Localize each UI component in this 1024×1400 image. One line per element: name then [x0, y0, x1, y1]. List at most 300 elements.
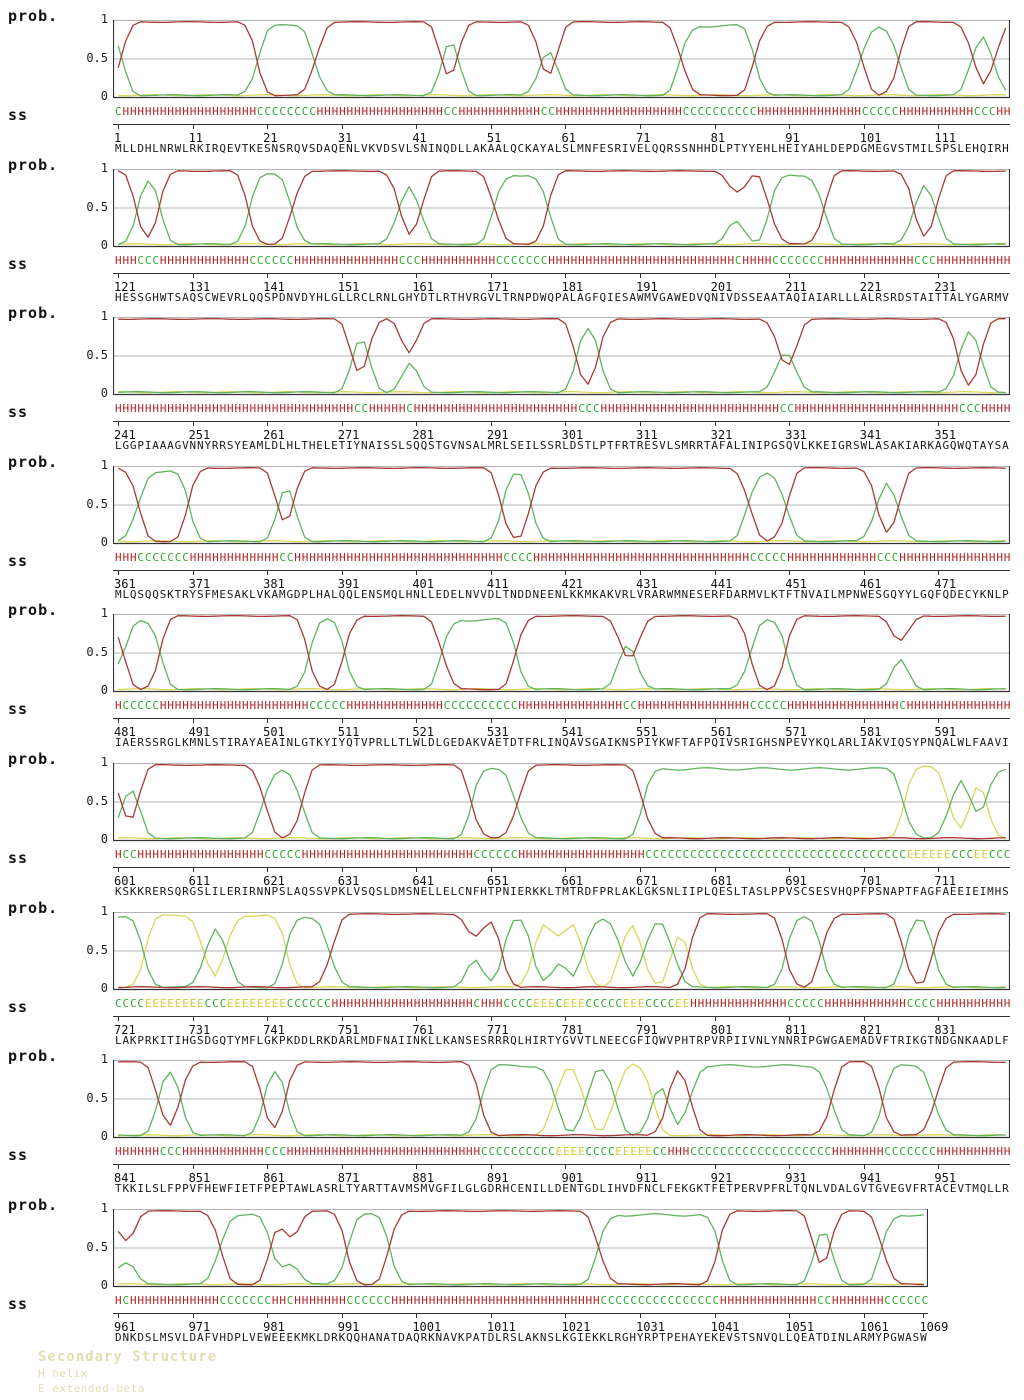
- residue-number: 311: [636, 428, 658, 442]
- residue-number: 971: [188, 1320, 211, 1334]
- residue-number: 891: [486, 1171, 509, 1185]
- residue-number: 481: [114, 725, 136, 739]
- residue-axis: [113, 124, 1010, 125]
- residue-number: 231: [934, 280, 957, 294]
- residue-tick: [342, 421, 343, 426]
- residue-number: 991: [337, 1320, 360, 1334]
- residue-tick: [789, 570, 790, 575]
- residue-tick: [416, 421, 417, 426]
- ss-row-label: ss: [8, 998, 29, 1016]
- residue-tick: [193, 1164, 194, 1169]
- ss-assignment-row: HCCCCCHHHHHHHHHHHHHHHHHHHHCCCCCHHHHHHHHHHHHHCCCCCCCCCCHHHHHHHHHHHHHHCCHHHHHHHHHHHHHHHCCCCCHHHHHHHHHHHHHHHCHHHHHHHHHHHHHH: [115, 699, 1012, 712]
- residue-tick: [193, 570, 194, 575]
- prob-axis-label: prob.: [8, 601, 59, 619]
- residue-tick: [491, 273, 492, 278]
- residue-tick: [565, 273, 566, 278]
- y-tick-1: 1: [100, 12, 108, 26]
- y-tick-0: 0: [100, 832, 108, 846]
- strand-curve: [118, 95, 1006, 96]
- residue-number: 881: [412, 1171, 434, 1185]
- sequence-row: KSKKRERSQRGSLILERIRNNPSLAQSSVPKLVSQSLDMSNELLELCNFHTPNIERKKLTMTRDFPRLAKLGKSNLIIPLQESLTASLPPVSCSESVHQPFPSNAPTFAGFAEEIEIMHS: [115, 885, 1010, 898]
- residue-number: 671: [636, 874, 658, 888]
- residue-tick: [565, 1313, 566, 1318]
- residue-tick: [640, 273, 641, 278]
- residue-number: 761: [412, 1023, 434, 1037]
- residue-tick: [491, 1016, 492, 1021]
- ss-row-label: ss: [8, 403, 29, 421]
- residue-tick: [342, 867, 343, 872]
- residue-tick: [416, 718, 417, 723]
- residue-tick: [864, 1016, 865, 1021]
- residue-number: 241: [114, 428, 136, 442]
- residue-number: 141: [263, 280, 285, 294]
- y-tick-1: 1: [100, 1201, 108, 1215]
- residue-number: 661: [561, 874, 584, 888]
- probability-plot-2: [113, 169, 1010, 249]
- residue-number: 801: [710, 1023, 733, 1037]
- residue-tick: [118, 1313, 119, 1318]
- residue-tick: [938, 867, 939, 872]
- residue-tick: [565, 867, 566, 872]
- residue-tick: [118, 1164, 119, 1169]
- residue-number: 791: [636, 1023, 658, 1037]
- probability-plot-6: [113, 763, 1010, 843]
- residue-tick: [640, 867, 641, 872]
- residue-tick: [491, 421, 492, 426]
- residue-tick: [416, 1313, 417, 1318]
- residue-axis: [113, 570, 1010, 571]
- coil-curve: [118, 917, 1006, 988]
- residue-tick: [715, 1016, 716, 1021]
- y-tick-1: 1: [100, 161, 108, 175]
- residue-number: 11: [188, 131, 204, 145]
- residue-number: 281: [412, 428, 434, 442]
- residue-number: 421: [561, 577, 584, 591]
- residue-tick: [118, 124, 119, 129]
- residue-axis: [113, 718, 1010, 719]
- residue-number: 441: [710, 577, 733, 591]
- residue-number: 371: [188, 577, 211, 591]
- residue-tick: [565, 718, 566, 723]
- residue-number: 511: [337, 725, 360, 739]
- residue-tick: [342, 124, 343, 129]
- y-tick-0: 0: [100, 1129, 108, 1143]
- residue-number: 751: [337, 1023, 360, 1037]
- residue-tick: [118, 570, 119, 575]
- residue-tick: [640, 1016, 641, 1021]
- residue-number: 331: [785, 428, 807, 442]
- residue-tick: [640, 718, 641, 723]
- residue-number: 431: [636, 577, 658, 591]
- residue-number: 641: [412, 874, 434, 888]
- residue-number: 581: [859, 725, 882, 739]
- residue-tick: [267, 867, 268, 872]
- residue-tick: [640, 1164, 641, 1169]
- sequence-row: MLQSQQSKTRYSFMESAKLVKAMGDPLHALQQLENSMQLHNLLEDELNVVDLTNDDNEENLKKMKAKVRLVRARWMNESERFDARMVLKTFTNVAILMPNWESGQYYLGQFQDECYKNLP: [115, 588, 1010, 601]
- residue-number: 1051: [785, 1320, 815, 1334]
- residue-tick: [491, 1313, 492, 1318]
- residue-tick: [491, 1164, 492, 1169]
- ss-row-label: ss: [8, 106, 29, 124]
- residue-tick: [267, 570, 268, 575]
- residue-tick: [416, 273, 417, 278]
- residue-tick: [342, 570, 343, 575]
- coil-curve: [118, 25, 1006, 96]
- residue-number: 181: [561, 280, 584, 294]
- residue-tick: [864, 1313, 865, 1318]
- prob-axis-label: prob.: [8, 1196, 59, 1214]
- residue-tick: [938, 1164, 939, 1169]
- residue-tick: [416, 1016, 417, 1021]
- residue-number: 531: [486, 725, 509, 739]
- residue-tick: [938, 570, 939, 575]
- residue-number: 721: [114, 1023, 136, 1037]
- residue-tick: [938, 273, 939, 278]
- residue-number: 1: [114, 131, 122, 145]
- y-tick-0.5: 0.5: [86, 51, 108, 65]
- coil-curve: [118, 329, 1006, 393]
- y-tick-0: 0: [100, 683, 108, 697]
- sequence-row: DNKDSLMSVLDAFVHDPLVEWEEEKMKLDRKQQHANATDAQRKNAVKPATDLRSLAKNSLKGIEKKLRGHYRPTPEHAYEKEVSTSNVQLLQEATDINLARMYPGWASW: [115, 1331, 928, 1344]
- residue-number: 271: [337, 428, 360, 442]
- prob-axis-label: prob.: [8, 1047, 59, 1065]
- ss-assignment-row: HHHHHHHHHHHHHHHHHHHHHHHHHHHHHHHHCCHHHHHCHHHHHHHHHHHHHHHHHHHHHHCCCHHHHHHHHHHHHHHHHHHHHHHHHCCHHHHHHHHHHHHHHHHHHHHHHCCCHHHH: [115, 402, 1012, 415]
- residue-tick: [864, 124, 865, 129]
- residue-tick: [342, 718, 343, 723]
- residue-number: 301: [561, 428, 584, 442]
- residue-tick: [267, 273, 268, 278]
- y-tick-0.5: 0.5: [86, 497, 108, 511]
- residue-number: 681: [710, 874, 733, 888]
- residue-axis: [113, 1164, 1010, 1165]
- probability-plot-4: [113, 466, 1010, 546]
- residue-tick: [565, 1164, 566, 1169]
- residue-tick: [938, 1016, 939, 1021]
- y-tick-0.5: 0.5: [86, 1240, 108, 1254]
- residue-number: 771: [486, 1023, 509, 1037]
- residue-tick: [789, 867, 790, 872]
- residue-number: 821: [859, 1023, 882, 1037]
- residue-tick: [938, 718, 939, 723]
- residue-tick: [416, 570, 417, 575]
- sequence-row: HESSGHWTSAQSCWEVRLQQSPDNVDYHLGLLRCLRNLGHYDTLRTHVRGVLTRNPDWQPALAGFQIESAWMVGAWEDVQNIVDSSEAATAQIAIARLLLALRSRDSTAITTALYGARMV: [115, 291, 1010, 304]
- y-tick-0.5: 0.5: [86, 794, 108, 808]
- residue-number: 651: [486, 874, 509, 888]
- residue-number: 41: [412, 131, 427, 145]
- residue-number: 841: [114, 1171, 136, 1185]
- probability-plot-3: [113, 317, 1010, 397]
- residue-tick: [118, 867, 119, 872]
- prob-axis-label: prob.: [8, 750, 59, 768]
- residue-number: 121: [114, 280, 136, 294]
- residue-tick: [118, 421, 119, 426]
- coil-curve: [118, 768, 1006, 839]
- residue-tick: [118, 1016, 119, 1021]
- ss-assignment-row: CCCCEEEEEEEECCCEEEEEEEECCCCCCHHHHHHHHHHHHHHHHHHHCHHHCCCCEEECEEECCCCCEEECCCCEEHHHHHHHHHHHHHCCCCCHHHHHHHHHHHCCCCHHHHHHHHHH: [115, 997, 1012, 1010]
- residue-tick: [193, 1016, 194, 1021]
- residue-number: 601: [114, 874, 136, 888]
- residue-number: 1011: [486, 1320, 516, 1334]
- residue-tick: [267, 1313, 268, 1318]
- residue-tick: [789, 1164, 790, 1169]
- y-tick-0.5: 0.5: [86, 200, 108, 214]
- y-tick-1: 1: [100, 309, 108, 323]
- residue-number: 921: [710, 1171, 733, 1185]
- residue-tick: [193, 867, 194, 872]
- residue-tick: [789, 124, 790, 129]
- y-tick-1: 1: [100, 904, 108, 918]
- residue-tick: [789, 273, 790, 278]
- residue-axis: [113, 421, 1010, 422]
- residue-tick: [193, 1313, 194, 1318]
- prob-axis-label: prob.: [8, 7, 59, 25]
- residue-number: 201: [710, 280, 733, 294]
- residue-tick: [118, 273, 119, 278]
- residue-tick: [565, 124, 566, 129]
- residue-tick: [715, 1164, 716, 1169]
- residue-tick: [715, 718, 716, 723]
- y-tick-0: 0: [100, 535, 108, 549]
- residue-number: 911: [636, 1171, 658, 1185]
- residue-axis: [113, 1016, 1010, 1017]
- residue-tick: [789, 421, 790, 426]
- y-tick-0.5: 0.5: [86, 348, 108, 362]
- residue-number: 411: [486, 577, 509, 591]
- y-tick-1: 1: [100, 606, 108, 620]
- residue-tick: [715, 421, 716, 426]
- residue-number: 471: [934, 577, 957, 591]
- residue-tick: [640, 421, 641, 426]
- residue-number: 111: [934, 131, 957, 145]
- residue-tick: [938, 421, 939, 426]
- y-tick-0: 0: [100, 1278, 108, 1292]
- residue-tick: [565, 1016, 566, 1021]
- residue-tick: [267, 124, 268, 129]
- residue-number: 401: [412, 577, 434, 591]
- sequence-row: LAKPRKITIHGSDGQTYMFLGKPKDDLRKDARLMDFNAIINKLLKANSESRRRQLHIRTYGVVTLNEECGFIQWVPHTRPVRPIIVNLYNNRIPGWGAEMADVFTRIKGTNDGNKAADLF: [115, 1034, 1010, 1047]
- y-tick-0: 0: [100, 89, 108, 103]
- residue-axis: [113, 867, 1010, 868]
- ss-assignment-row: CHHHHHHHHHHHHHHHHHHCCCCCCCCHHHHHHHHHHHHHHHHHCCHHHHHHHHHHHCCHHHHHHHHHHHHHHHHHCCCCCCCCCCHHHHHHHHHHHHHHCCCCCHHHHHHHHHHCCCHH: [115, 105, 1012, 118]
- residue-tick: [789, 718, 790, 723]
- residue-number: 591: [934, 725, 957, 739]
- residue-number: 541: [561, 725, 584, 739]
- prob-axis-label: prob.: [8, 453, 59, 471]
- residue-number: 61: [561, 131, 576, 145]
- residue-number: 461: [859, 577, 882, 591]
- residue-number: 961: [114, 1320, 136, 1334]
- residue-tick: [491, 124, 492, 129]
- residue-number: 51: [486, 131, 502, 145]
- y-tick-0.5: 0.5: [86, 1091, 108, 1105]
- ss-row-label: ss: [8, 1146, 29, 1164]
- residue-number: 551: [636, 725, 658, 739]
- y-tick-1: 1: [100, 458, 108, 472]
- legend-item-helix: H helix: [38, 1367, 88, 1380]
- residue-number: 261: [263, 428, 285, 442]
- residue-number: 1031: [636, 1320, 665, 1334]
- residue-tick: [118, 718, 119, 723]
- residue-tick: [864, 867, 865, 872]
- residue-number: 1069: [919, 1320, 949, 1334]
- residue-tick: [640, 1313, 641, 1318]
- y-tick-0: 0: [100, 386, 108, 400]
- prob-axis-label: prob.: [8, 156, 59, 174]
- residue-tick: [715, 273, 716, 278]
- residue-number: 571: [785, 725, 807, 739]
- residue-number: 1041: [710, 1320, 740, 1334]
- residue-number: 621: [263, 874, 285, 888]
- residue-tick: [938, 124, 939, 129]
- probability-plot-5: [113, 614, 1010, 694]
- coil-curve: [118, 1065, 1006, 1136]
- residue-number: 71: [636, 131, 651, 145]
- residue-tick: [789, 1016, 790, 1021]
- residue-tick: [342, 1164, 343, 1169]
- residue-number: 521: [412, 725, 434, 739]
- sequence-row: LGGPIAAAGVNNYRRSYEAMLDLHLTHELETIYNAISSLSQQSTGVNSALMRLSEILSSRLDSTLPTFRTRESVLSMRRTAFALINIPGSQVLKKEIGRSWLASAKIARKAGQWQTAYSA: [115, 439, 1010, 452]
- residue-number: 31: [337, 131, 353, 145]
- ss-assignment-row: HHHCCCHHHHHHHHHHHHCCCCCCHHHHHHHHHHHHHHCCCHHHHHHHHHHCCCCCCCHHHHHHHHHHHHHHHHHHHHHHHHHCHHHHCCCCCCCHHHHHHHHHHHHCCCHHHHHHHHHH: [115, 254, 1012, 267]
- y-tick-1: 1: [100, 1052, 108, 1066]
- residue-tick: [416, 1164, 417, 1169]
- residue-number: 151: [337, 280, 360, 294]
- residue-tick: [565, 570, 566, 575]
- residue-number: 451: [785, 577, 807, 591]
- residue-tick: [193, 718, 194, 723]
- residue-number: 701: [859, 874, 882, 888]
- residue-number: 161: [412, 280, 434, 294]
- y-tick-1: 1: [100, 755, 108, 769]
- residue-tick: [491, 570, 492, 575]
- y-tick-0.5: 0.5: [86, 645, 108, 659]
- residue-number: 381: [263, 577, 285, 591]
- residue-number: 711: [934, 874, 957, 888]
- residue-tick: [416, 124, 417, 129]
- residue-number: 191: [636, 280, 658, 294]
- residue-tick: [565, 421, 566, 426]
- y-tick-0: 0: [100, 238, 108, 252]
- legend: [38, 1349, 217, 1395]
- probability-plot-8: [113, 1060, 1010, 1140]
- coil-curve: [118, 471, 1006, 542]
- residue-tick: [193, 124, 194, 129]
- probability-plot-7: [113, 912, 1010, 992]
- sequence-row: TKKILSLFPPVFHEWFIETFPEPTAWLASRLTYARTTAVMSMVGFILGLGDRHCENILLDENTGDLIHVDFNCLFEKGKTFETPERVPFRLTQNLVDALGVTGVEGVFRTACEVTMQLLR: [115, 1182, 1010, 1195]
- residue-tick: [267, 718, 268, 723]
- sequence-row: MLLDHLNRWLRKIRQEVTKESNSRQVSDAQENLVKVDSVLSNINQDLLAKAALQCKAYALSLMNFESRIVELQQRSSNHHDLPTYYEHLHEIYAHLDEPDGMEGVSTMILSPSLEHQIRH: [115, 142, 1010, 155]
- residue-number: 941: [859, 1171, 882, 1185]
- residue-tick: [715, 1313, 716, 1318]
- residue-tick: [640, 124, 641, 129]
- residue-number: 561: [710, 725, 733, 739]
- residue-tick: [923, 1313, 924, 1318]
- residue-number: 611: [188, 874, 211, 888]
- residue-number: 131: [188, 280, 211, 294]
- residue-tick: [864, 273, 865, 278]
- residue-number: 811: [785, 1023, 807, 1037]
- residue-number: 731: [188, 1023, 211, 1037]
- residue-tick: [193, 273, 194, 278]
- residue-number: 171: [486, 280, 509, 294]
- ss-row-label: ss: [8, 849, 29, 867]
- ss-assignment-row: HHHCCCCCCCHHHHHHHHHHHHCCHHHHHHHHHHHHHHHHHHHHHHHHHHHHCCCCHHHHHHHHHHHHHHHHHHHHHHHHHHHHHCCCCCHHHHHHHHHHHHCCCHHHHHHHHHHHHHHH: [115, 551, 1012, 564]
- residue-number: 501: [263, 725, 285, 739]
- coil-curve: [118, 619, 1006, 690]
- residue-number: 901: [561, 1171, 584, 1185]
- residue-number: 291: [486, 428, 509, 442]
- residue-tick: [715, 570, 716, 575]
- ss-assignment-row: HCCHHHHHHHHHHHHHHHHHCCCCCHHHHHHHHHHHHHHHHHHHHHHHCCCCCCHHHHHHHHHHHHHHHHHCCCCCCCCCCCCCCCCCCCCCCCCCCCCCCCCCCCEEEEEECCCEECCC: [115, 848, 1012, 861]
- residue-tick: [491, 867, 492, 872]
- residue-tick: [789, 1313, 790, 1318]
- residue-number: 631: [337, 874, 360, 888]
- ss-assignment-row: HCHHHHHHHHHHHHCCCCCCCHHCHHHHHHHCCCCCCHHHHHHHHHHHHHHHHHHHHHHHHHHHHCCCCCCCCCCCCCCCCHHHHHHHHHHHHHCCHHHHHHHCCCCCC: [115, 1294, 930, 1307]
- residue-number: 741: [263, 1023, 285, 1037]
- residue-number: 781: [561, 1023, 584, 1037]
- y-tick-0.5: 0.5: [86, 943, 108, 957]
- residue-tick: [193, 421, 194, 426]
- coil-curve: [118, 1214, 924, 1285]
- y-tick-0: 0: [100, 981, 108, 995]
- residue-number: 1001: [412, 1320, 442, 1334]
- residue-number: 871: [337, 1171, 360, 1185]
- residue-tick: [864, 718, 865, 723]
- residue-number: 351: [934, 428, 957, 442]
- residue-tick: [864, 421, 865, 426]
- residue-tick: [864, 570, 865, 575]
- residue-tick: [715, 124, 716, 129]
- residue-number: 361: [114, 577, 136, 591]
- residue-number: 321: [710, 428, 733, 442]
- prob-axis-label: prob.: [8, 899, 59, 917]
- residue-tick: [267, 1016, 268, 1021]
- residue-tick: [267, 421, 268, 426]
- prob-axis-label: prob.: [8, 304, 59, 322]
- residue-tick: [342, 273, 343, 278]
- residue-number: 221: [859, 280, 882, 294]
- residue-number: 931: [785, 1171, 807, 1185]
- strand-curve: [118, 1064, 1006, 1136]
- residue-number: 851: [188, 1171, 211, 1185]
- residue-number: 491: [188, 725, 211, 739]
- residue-number: 831: [934, 1023, 957, 1037]
- residue-tick: [267, 1164, 268, 1169]
- ss-row-label: ss: [8, 700, 29, 718]
- residue-number: 81: [710, 131, 726, 145]
- ss-row-label: ss: [8, 552, 29, 570]
- residue-number: 211: [785, 280, 807, 294]
- residue-axis: [113, 1313, 928, 1314]
- residue-number: 1021: [561, 1320, 591, 1334]
- residue-tick: [416, 867, 417, 872]
- residue-tick: [491, 718, 492, 723]
- residue-number: 101: [859, 131, 882, 145]
- coil-curve: [118, 174, 1006, 245]
- probability-plot-1: [113, 20, 1010, 100]
- residue-tick: [342, 1313, 343, 1318]
- ss-row-label: ss: [8, 1295, 29, 1313]
- ss-row-label: ss: [8, 255, 29, 273]
- residue-number: 21: [263, 131, 278, 145]
- sequence-row: IAERSSRGLKMNLSTIRAYAEAINLGTKYIYQTVPRLLTLWLDLGEDAKVAETDTFRLINQAVSGAIKNSPIYKWFTAFPQIVSRIGHSNPEVYKQLARLIAKVIQSYPNQALWLFAAVI: [115, 736, 1010, 749]
- residue-tick: [640, 570, 641, 575]
- legend-title: Secondary Structure: [38, 1349, 218, 1365]
- residue-number: 341: [859, 428, 882, 442]
- residue-tick: [715, 867, 716, 872]
- helix-curve: [118, 319, 1006, 386]
- ss-assignment-row: HHHHHHCCCHHHHHHHHHHHCCCHHHHHHHHHHHHHHHHHHHHHHHHHHCCCCCCCCCCEEEECCCCEEEEECCHHHCCCCCCCCCCCCCCCCCCCHHHHHHHCCCCCCCHHHHHHHHHH: [115, 1145, 1012, 1158]
